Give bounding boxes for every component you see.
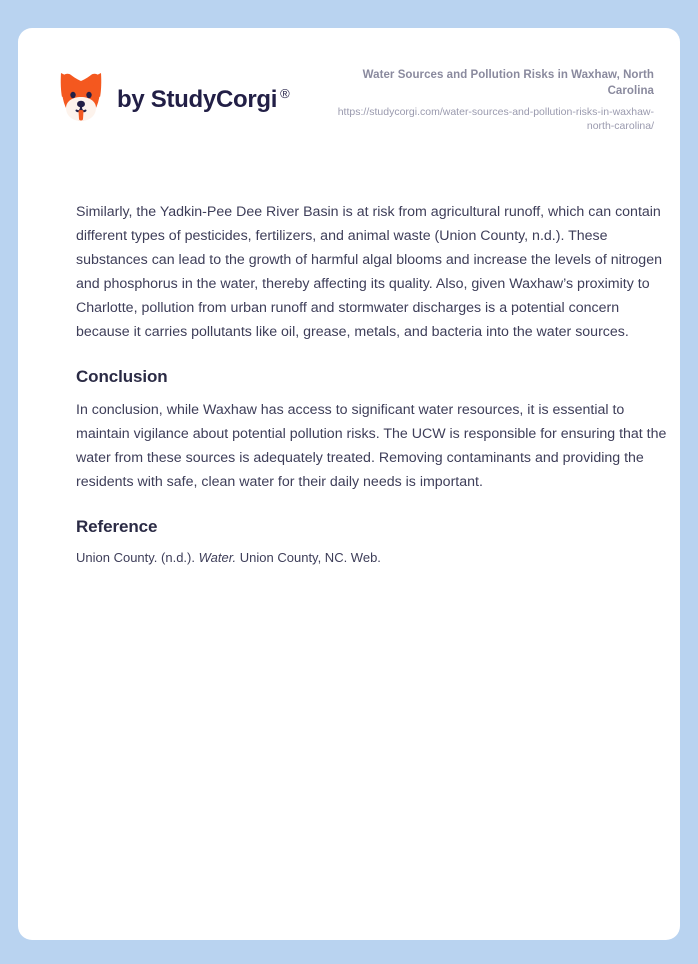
document-header [18, 28, 680, 146]
document-body [76, 200, 672, 568]
registered-trademark-icon: ® [280, 85, 290, 101]
header-meta [324, 68, 654, 133]
source-url: https://studycorgi.com/water-sources-and-pollution-risks-in-waxhaw-north-carolina/ [337, 106, 654, 133]
brand-wordmark [117, 87, 289, 112]
reference-title: Water. [198, 550, 237, 566]
paragraph-yadkin-pee-dee: Similarly, the Yadkin-Pee Dee River Basin is at risk from agricultural runoff, which can contain different types of pesticides, fertilizers, and animal waste (Union County, n.d.). These substances can lead to the growth of harmful algal blooms and increase the levels of nitrogen and phosphorus in the water, thereby affecting its quality. Also, given Waxhaw’s proximity to Charlotte, pollution from urban runoff and stormwater discharges is a potential concern because it carries pollutants like oil, grease, metals, and bacteria into the water sources. [76, 204, 662, 340]
reference-prefix: Union County. (n.d.). [76, 550, 199, 566]
document-page [18, 28, 680, 940]
brand-wordmark-text: by StudyCorgi [117, 85, 278, 113]
reference-entry [76, 548, 672, 568]
brand-lockup [58, 71, 289, 127]
corgi-logo-icon [58, 71, 104, 127]
heading-reference: Reference [76, 517, 158, 537]
heading-conclusion: Conclusion [76, 367, 168, 386]
page-title: Water Sources and Pollution Risks in Waxhaw, North Carolina [362, 69, 654, 97]
reference-suffix: Union County, NC. Web. [236, 550, 381, 566]
paragraph-conclusion: In conclusion, while Waxhaw has access to significant water resources, it is essential to maintain vigilance about potential pollution risks. The UCW is responsible for ensuring that the water from these sources is adequately treated. Removing contaminants and providing the residents with safe, clean water for their daily needs is important. [76, 402, 667, 491]
